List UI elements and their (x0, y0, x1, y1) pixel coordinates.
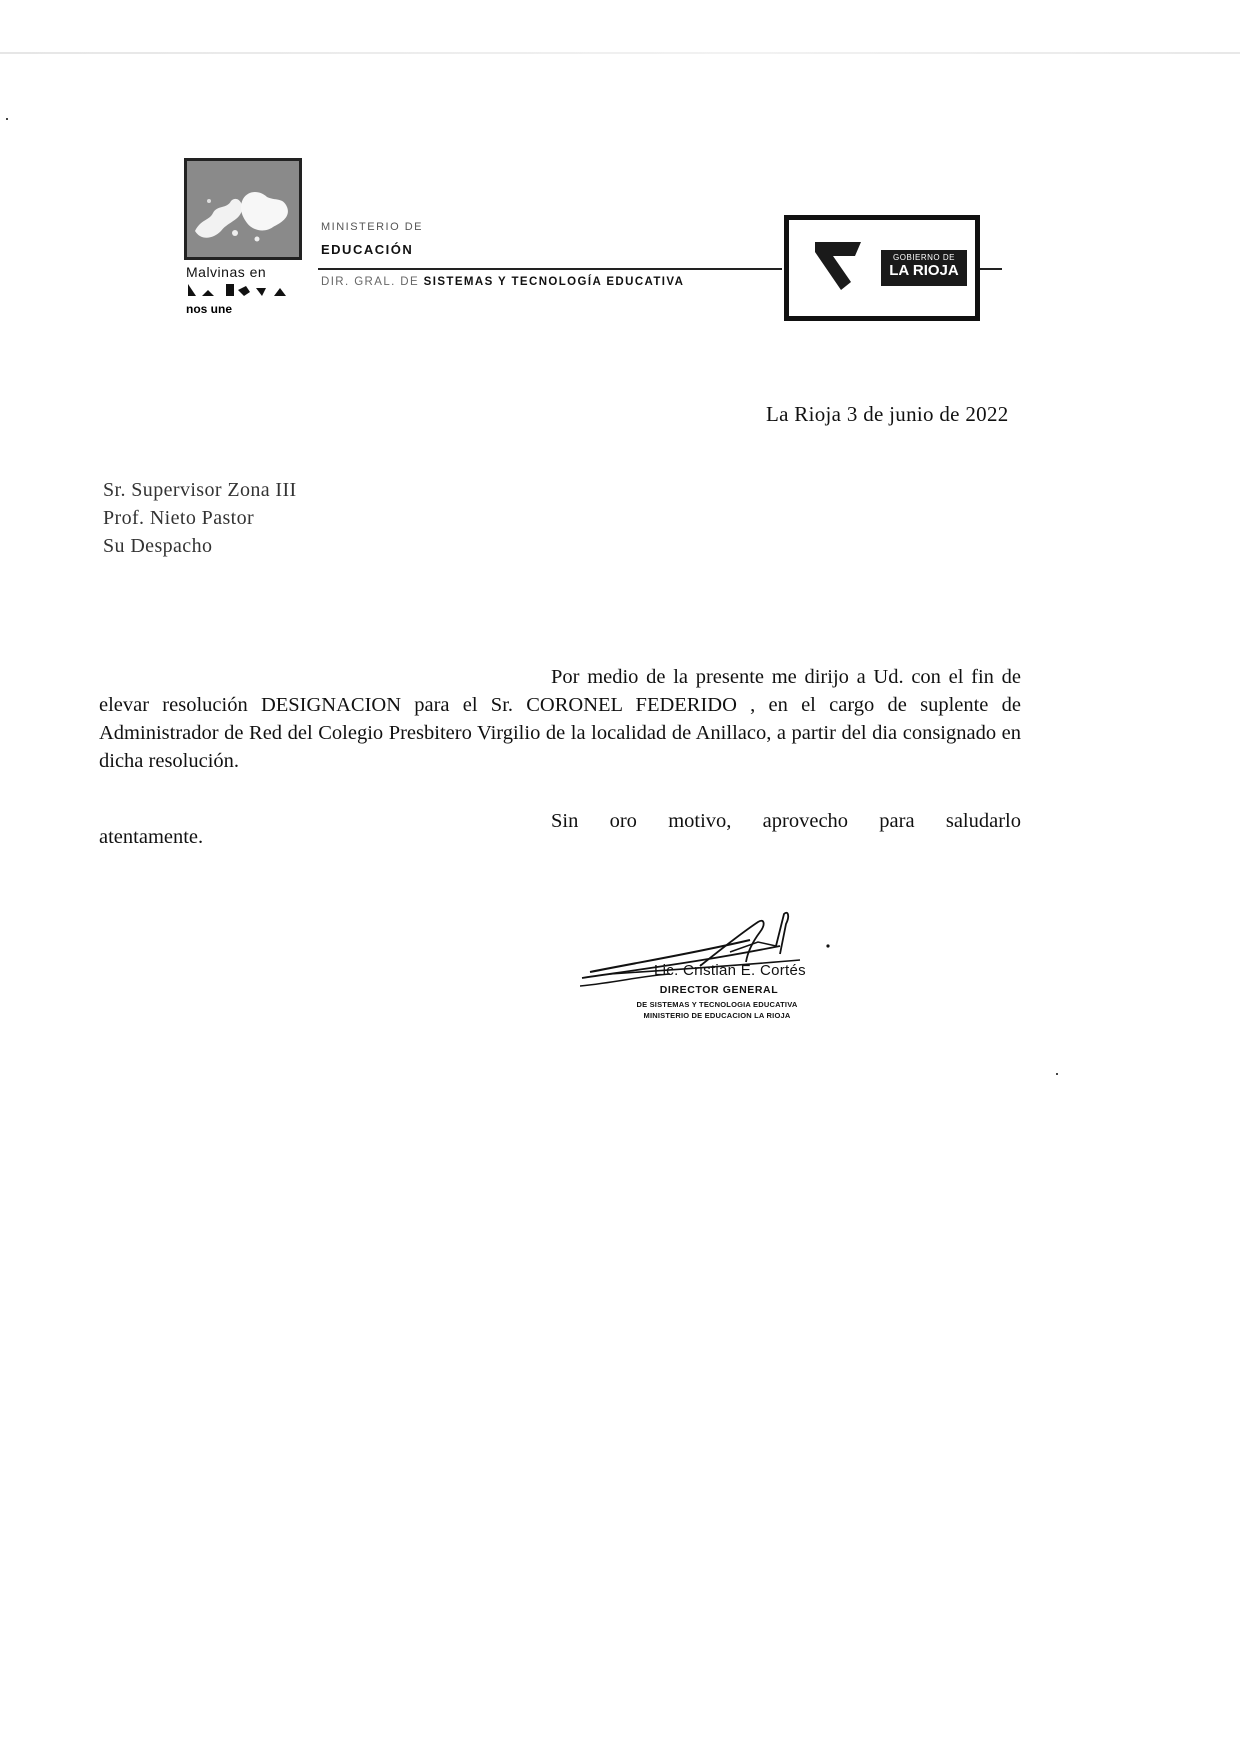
ministry-label: MINISTERIO DE (321, 221, 424, 233)
scan-edge (0, 52, 1240, 54)
letter-date: La Rioja 3 de junio de 2022 (766, 402, 1009, 426)
scan-speck (6, 118, 8, 120)
ministry-name: EDUCACIÓN (321, 242, 414, 257)
gov-logo-inner (811, 238, 959, 296)
scan-speck (1056, 1073, 1058, 1075)
addressee-line: Sr. Supervisor Zona III (103, 479, 297, 501)
addressee-line: Su Despacho (103, 535, 213, 557)
signatory-ministry: MINISTERIO DE EDUCACION LA RIOJA (643, 1011, 791, 1020)
signatory-name: Lic. Cristian E. Cortés (654, 962, 806, 979)
malvinas-islands-map-icon (184, 158, 302, 260)
addressee-line: Prof. Nieto Pastor (103, 507, 255, 529)
letterhead-rule (318, 268, 782, 270)
gov-emblem-icon (811, 238, 871, 294)
department-name (321, 276, 684, 288)
department-prefix: DIR. GRAL. DE (321, 276, 424, 288)
department-bold: SISTEMAS Y TECNOLOGÍA EDUCATIVA (423, 276, 685, 288)
letterhead-rule-tail (980, 268, 1002, 270)
signatory-department: DE SISTEMAS Y TECNOLOGIA EDUCATIVA (636, 1000, 798, 1009)
letter-body: Por medio de la presente me dirijo a Ud. con el fin de elevar resolución DESIGNACION para el Sr. CORONEL FEDERIDO , en el cargo de suplente de Administrador de Red del Colegio Presbitero Virgilio de la localidad de Anillaco, a partir del dia consignado en dicha resolución. (99, 666, 1021, 772)
malvinas-tagline: nos une (186, 302, 233, 316)
letter-closing-end: atentamente. (99, 826, 204, 848)
gov-logo-text (881, 250, 967, 286)
gobierno-la-rioja-logo (784, 215, 980, 321)
gov-logo-small: GOBIERNO DE (893, 253, 955, 262)
signatory-title: DIRECTOR GENERAL (659, 984, 779, 996)
gov-logo-big: LA RIOJA (889, 262, 959, 279)
letter-closing: Sin oro motivo, aprovecho para saludarlo (551, 810, 1021, 832)
addressee-block (103, 476, 297, 560)
malvinas-caption: Malvinas en (186, 264, 267, 280)
malvinas-glyph-row (186, 282, 296, 298)
